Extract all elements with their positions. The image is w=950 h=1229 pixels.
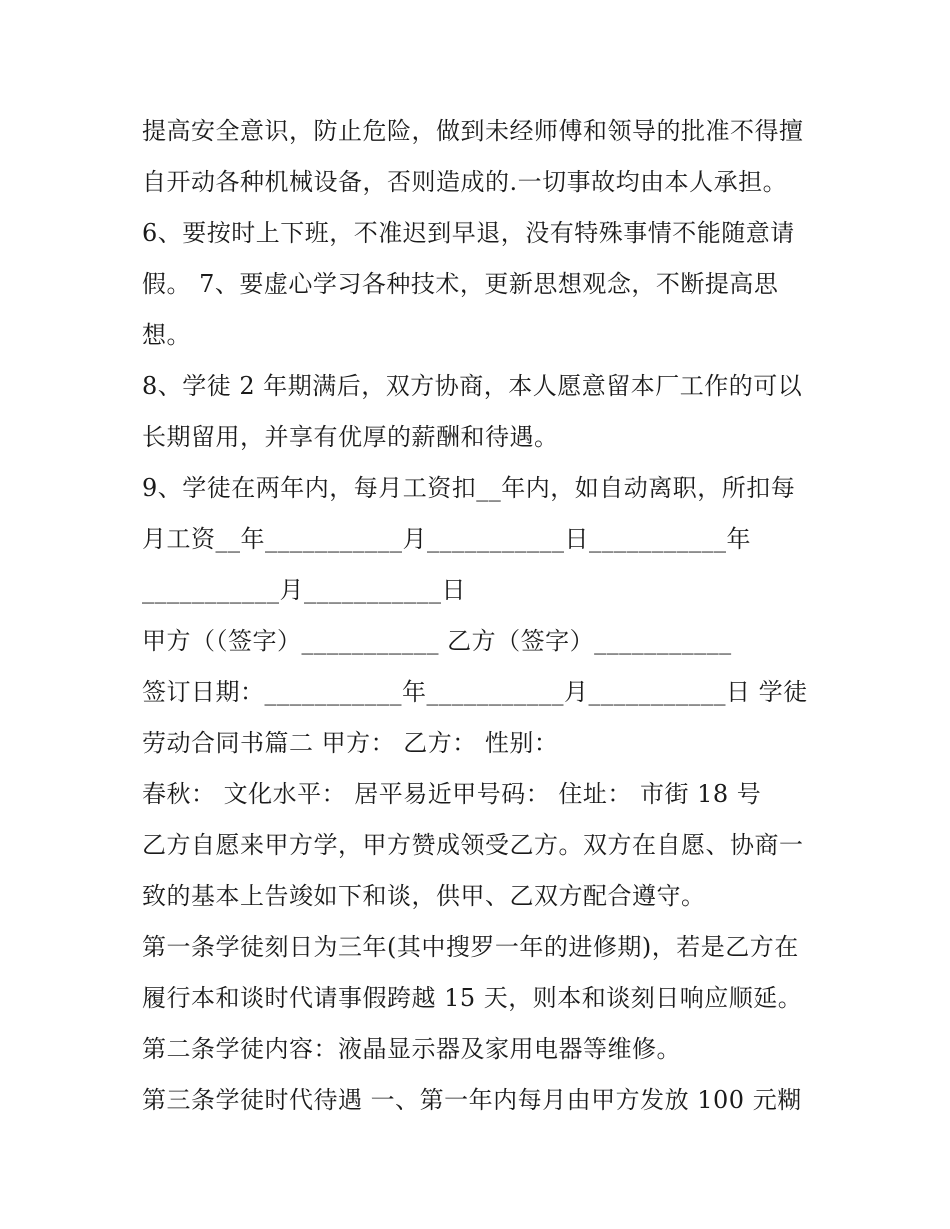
text-line: 履行本和谈时代请事假跨越 15 天，则本和谈刻日响应顺延。 <box>142 984 803 1012</box>
text-line: ___________月___________日 <box>142 576 466 604</box>
text-line: 春秋： 文化水平： 居平易近甲号码： 住址： 市街 18 号 <box>142 780 762 808</box>
document-body <box>142 106 822 1126</box>
text-line: 6、要按时上下班，不准迟到早退，没有特殊事情不能随意请 <box>142 219 795 247</box>
text-line: 致的基本上告竣如下和谈，供甲、乙双方配合遵守。 <box>142 882 706 910</box>
text-line: 自开动各种机械设备，否则造成的.一切事故均由本人承担。 <box>142 168 788 196</box>
text-line: 月工资__年___________月___________日___________年 <box>142 525 751 553</box>
text-line: 第一条学徒刻日为三年(其中搜罗一年的进修期)，若是乙方在 <box>142 933 799 961</box>
text-line: 想。 <box>142 321 191 349</box>
text-line: 签订日期：___________年___________月___________日 学徒 <box>142 678 808 706</box>
text-line: 甲方（（签字）___________ 乙方（签字）___________ <box>142 627 732 655</box>
section-heading-line: 劳动合同书篇二 甲方： 乙方： 性别： <box>142 729 559 757</box>
text-line: 8、学徒 2 年期满后，双方协商，本人愿意留本厂工作的可以 <box>142 372 803 400</box>
text-line: 第二条学徒内容：液晶显示器及家用电器等维修。 <box>142 1035 681 1063</box>
text-line: 长期留用，并享有优厚的薪酬和待遇。 <box>142 423 559 451</box>
text-line: 9、学徒在两年内，每月工资扣__年内，如自动离职，所扣每 <box>142 474 796 502</box>
text-line: 提高安全意识，防止危险，做到未经师傅和领导的批准不得擅 <box>142 117 804 145</box>
text-line: 第三条学徒时代待遇 一、第一年内每月由甲方发放 100 元糊 <box>142 1086 802 1114</box>
text-line: 乙方自愿来甲方学，甲方赞成领受乙方。双方在自愿、协商一 <box>142 831 804 859</box>
text-line: 假。 7、要虚心学习各种技术，更新思想观念，不断提高思 <box>142 270 779 298</box>
